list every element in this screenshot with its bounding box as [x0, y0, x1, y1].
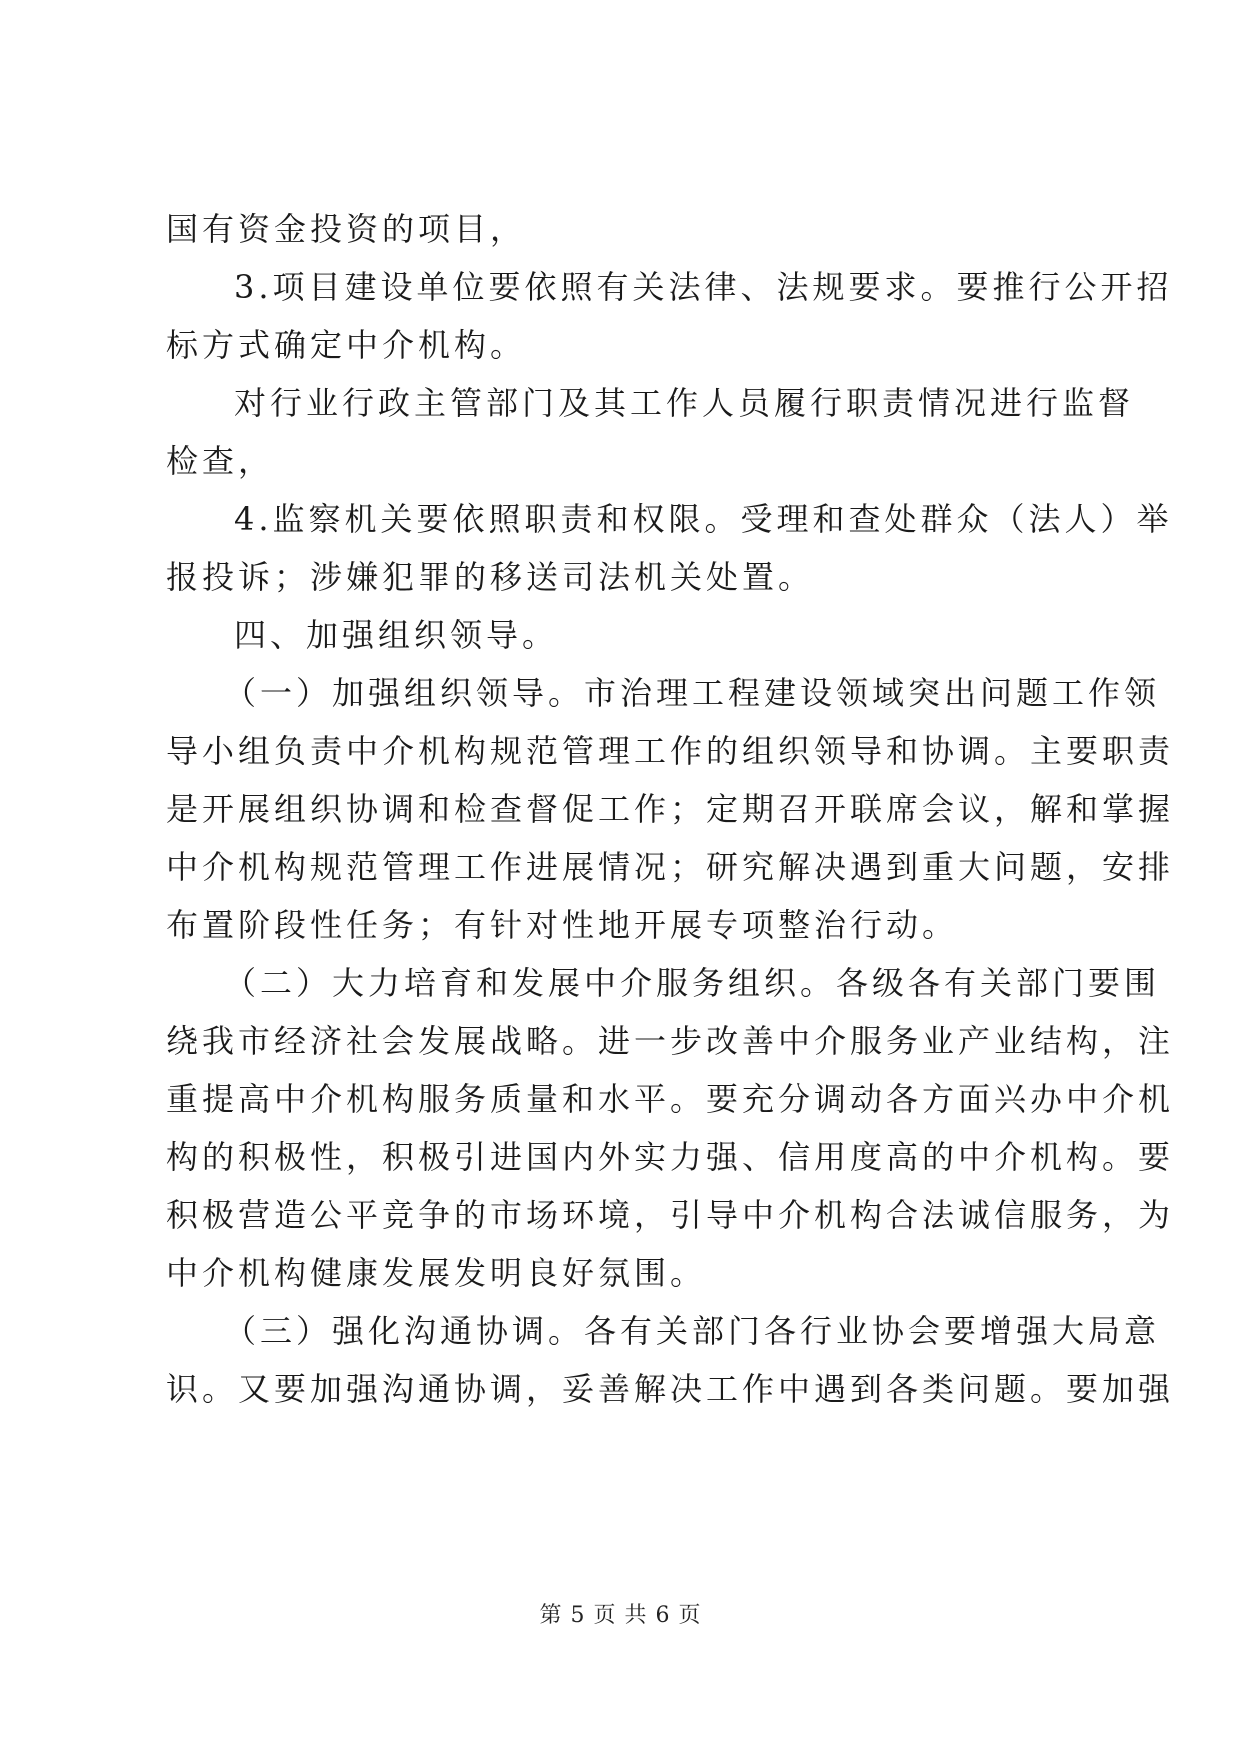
text-line: 中介机构健康发展发明良好氛围。: [166, 1254, 707, 1292]
section-heading: 四、加强组织领导。: [234, 616, 559, 654]
text-line: （一）加强组织领导。市治理工程建设领域突出问题工作领: [224, 674, 1161, 712]
text-line: 对行业行政主管部门及其工作人员履行职责情况进行监督: [234, 384, 1135, 422]
text-line: 绕我市经济社会发展战略。进一步改善中介服务业产业结构，注: [166, 1022, 1175, 1060]
text-line: 中介机构规范管理工作进展情况；研究解决遇到重大问题，安排: [166, 848, 1175, 886]
text-line: 国有资金投资的项目，: [166, 210, 527, 248]
text-line: 导小组负责中介机构规范管理工作的组织领导和协调。主要职责: [166, 732, 1175, 770]
text-line: 构的积极性，积极引进国内外实力强、信用度高的中介机构。要: [166, 1138, 1175, 1176]
text-line: 识。又要加强沟通协调，妥善解决工作中遇到各类问题。要加强: [166, 1370, 1175, 1408]
text-line: 4.监察机关要依照职责和权限。受理和查处群众（法人）举: [234, 500, 1173, 538]
text-line: 重提高中介机构服务质量和水平。要充分调动各方面兴办中介机: [166, 1080, 1175, 1118]
text-line: 标方式确定中介机构。: [166, 326, 527, 364]
text-line: 是开展组织协调和检查督促工作；定期召开联席会议，解和掌握: [166, 790, 1175, 828]
text-line: 报投诉；涉嫌犯罪的移送司法机关处置。: [166, 558, 815, 596]
text-line: 检查，: [166, 442, 275, 480]
text-line: 布置阶段性任务；有针对性地开展专项整治行动。: [166, 906, 959, 944]
text-line: 积极营造公平竞争的市场环境，引导中介机构合法诚信服务，为: [166, 1196, 1175, 1234]
page-number-footer: 第 5 页 共 6 页: [539, 1603, 702, 1628]
text-line: （二）大力培育和发展中介服务组织。各级各有关部门要围: [224, 964, 1161, 1002]
document-body: [166, 200, 1175, 1418]
text-line: 3.项目建设单位要依照有关法律、法规要求。要推行公开招: [234, 268, 1173, 306]
text-line: （三）强化沟通协调。各有关部门各行业协会要增强大局意: [224, 1312, 1161, 1350]
